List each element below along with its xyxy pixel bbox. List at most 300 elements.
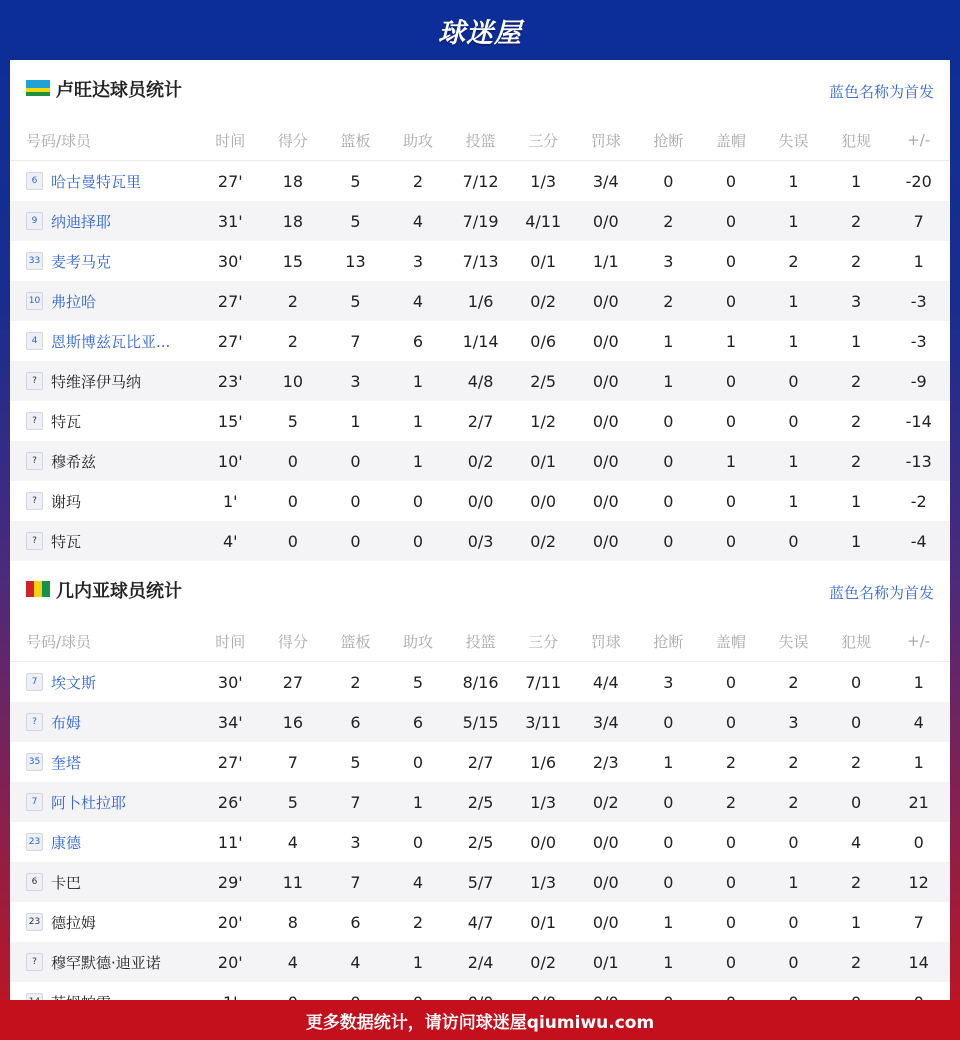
stat-cell: 0/0	[592, 331, 619, 351]
jersey-number-badge: ?	[26, 532, 43, 550]
stat-cell: 2	[350, 672, 361, 692]
stat-cell: 3	[350, 832, 361, 852]
player-cell	[10, 161, 199, 202]
jersey-number-badge: 23	[26, 833, 43, 851]
stat-cell: 0/0	[530, 832, 557, 852]
stat-cell: 2/7	[467, 411, 494, 431]
player-cell	[10, 361, 199, 401]
player-cell	[10, 201, 199, 241]
stat-cell: 2/3	[592, 752, 619, 772]
stat-cell: 4	[850, 832, 862, 852]
stat-cell: -3	[887, 281, 950, 321]
stat-cell: 0	[663, 411, 674, 431]
stat-cell: 0/6	[530, 331, 557, 351]
stat-cell: 0/0	[574, 281, 637, 321]
player-name[interactable]: 阿卜杜拉耶	[51, 793, 127, 812]
jersey-number-badge: ?	[26, 492, 43, 510]
stat-cell: 29'	[199, 862, 262, 902]
stat-cell: 16	[262, 702, 325, 742]
team-header	[10, 561, 950, 621]
stat-cell: 8	[287, 912, 298, 932]
stat-cell: 0	[350, 491, 361, 511]
stat-cell: 1	[350, 411, 361, 431]
stat-cell: 0/0	[574, 521, 637, 561]
stat-cell: 7	[287, 752, 298, 772]
player-name: 谢玛	[51, 492, 82, 511]
table-row[interactable]	[10, 481, 950, 521]
guinea-flag-icon	[26, 581, 50, 597]
table-row[interactable]	[10, 662, 950, 703]
player-cell	[10, 782, 199, 822]
player-cell	[10, 321, 199, 361]
stat-cell: 7/19	[449, 201, 512, 241]
stat-cell: 0	[913, 832, 924, 852]
stat-cell: 1	[788, 331, 799, 351]
column-header: 得分	[262, 120, 325, 161]
player-name[interactable]: 布姆	[51, 713, 82, 732]
stat-cell: 2	[412, 171, 424, 191]
stat-cell: 1/6	[530, 752, 557, 772]
player-name[interactable]: 弗拉哈	[51, 292, 97, 311]
player-name: 卡巴	[51, 873, 82, 892]
stat-cell: 2	[825, 942, 888, 982]
stat-cell: 2	[850, 752, 862, 772]
stat-cell: 0/1	[574, 942, 637, 982]
stat-cell: 2	[262, 281, 325, 321]
stat-cell: 3/4	[574, 702, 637, 742]
jersey-number-badge: 6	[26, 873, 43, 891]
table-row[interactable]	[10, 161, 950, 202]
stat-cell: 27'	[217, 331, 243, 351]
table-row[interactable]	[10, 521, 950, 561]
stat-cell: 4	[262, 942, 325, 982]
stat-cell: 0/2	[449, 441, 512, 481]
stat-cell: 0	[700, 201, 763, 241]
stat-cell: 27'	[217, 171, 243, 191]
stat-cell: 1/6	[449, 281, 512, 321]
stat-cell: 0/3	[449, 521, 512, 561]
table-row[interactable]	[10, 401, 950, 441]
stat-cell: 0	[637, 521, 700, 561]
player-cell	[10, 401, 199, 441]
stat-cell: 1	[825, 521, 888, 561]
stat-cell: 7	[887, 201, 950, 241]
column-header: +/-	[887, 621, 950, 662]
table-row[interactable]	[10, 241, 950, 281]
stat-cell: 5	[412, 672, 424, 692]
column-header: 罚球	[574, 120, 637, 161]
app-header	[0, 0, 960, 60]
column-header: 时间	[199, 120, 262, 161]
stat-cell: 1	[913, 752, 924, 772]
stat-cell: 4/8	[449, 361, 512, 401]
stat-cell: 1	[788, 491, 799, 511]
stat-cell: 1'	[223, 491, 238, 511]
table-row[interactable]	[10, 361, 950, 401]
stat-cell: 6	[387, 702, 450, 742]
stat-cell: 1	[850, 912, 862, 932]
player-name[interactable]: 纳迪择耶	[51, 212, 112, 231]
stat-cell: 0	[663, 491, 674, 511]
stat-cell: 0	[637, 782, 700, 822]
table-row[interactable]	[10, 742, 950, 782]
table-row[interactable]	[10, 702, 950, 742]
column-header: 抢断	[637, 120, 700, 161]
stat-cell: 4/4	[592, 672, 619, 692]
stat-cell: 1	[412, 411, 424, 431]
jersey-number-badge: 23	[26, 913, 43, 931]
stat-cell: 5	[324, 281, 387, 321]
stat-cell: 2	[788, 752, 799, 772]
stat-cell: 2/4	[449, 942, 512, 982]
stat-cell: 0/2	[574, 782, 637, 822]
stat-cell: 0	[762, 942, 825, 982]
player-cell	[10, 521, 199, 561]
stat-cell: 31'	[199, 201, 262, 241]
jersey-number-badge: ?	[26, 372, 43, 390]
stat-cell: 8/16	[462, 672, 499, 692]
stat-cell: 2	[788, 672, 799, 692]
stat-cell: 0	[725, 832, 736, 852]
stat-cell: 2	[850, 251, 862, 271]
stat-cell: 0/0	[467, 491, 494, 511]
stat-cell: 0	[700, 521, 763, 561]
player-name[interactable]: 埃文斯	[51, 673, 97, 692]
column-header: 罚球	[574, 621, 637, 662]
stat-cell: 1/3	[512, 782, 575, 822]
column-header: 得分	[262, 621, 325, 662]
stat-cell: 2	[825, 441, 888, 481]
stat-cell: 0	[262, 441, 325, 481]
stat-cell: 1	[762, 281, 825, 321]
stat-cell: 5/15	[449, 702, 512, 742]
table-header-row	[10, 621, 950, 662]
stat-cell: 0	[850, 672, 862, 692]
player-name: 德拉姆	[51, 913, 97, 932]
stat-cell: -14	[905, 411, 932, 431]
jersey-number-badge: ?	[26, 953, 43, 971]
table-row[interactable]	[10, 281, 950, 321]
stat-cell: 12	[887, 862, 950, 902]
stat-cell: 0/1	[530, 912, 557, 932]
stat-cell: 1	[762, 862, 825, 902]
stat-cell: 0/0	[574, 862, 637, 902]
stat-cell: 7/13	[462, 251, 499, 271]
stat-cell: 0	[725, 672, 736, 692]
stat-cell: 2	[825, 201, 888, 241]
stat-cell: 0	[262, 521, 325, 561]
stat-cell: 1	[850, 331, 862, 351]
stat-cell: 7/11	[525, 672, 562, 692]
stat-cell: 2	[825, 862, 888, 902]
column-header: 盖帽	[700, 621, 763, 662]
stat-cell: 7	[324, 782, 387, 822]
stat-cell: 2/5	[449, 782, 512, 822]
player-stats-table	[10, 120, 950, 561]
stat-cell: 1	[700, 441, 763, 481]
player-cell	[10, 281, 199, 321]
stat-cell: -9	[887, 361, 950, 401]
stat-cell: 0	[637, 862, 700, 902]
stat-cell: 20'	[217, 912, 243, 932]
player-name[interactable]: 哈古曼特瓦里	[51, 172, 142, 191]
player-cell	[10, 241, 199, 281]
player-cell	[10, 662, 199, 703]
stat-cell: 27	[282, 672, 304, 692]
column-header: 篮板	[324, 621, 387, 662]
jersey-number-badge: ?	[26, 452, 43, 470]
column-header: 抢断	[637, 621, 700, 662]
player-stats-table	[10, 621, 950, 1022]
stat-cell: 18	[282, 171, 304, 191]
table-row[interactable]	[10, 321, 950, 361]
stat-cell: 13	[345, 251, 366, 271]
stat-cell: 3	[762, 702, 825, 742]
stat-cell: 2	[825, 361, 888, 401]
stat-cell: 2	[725, 752, 736, 772]
stat-cell: 3	[825, 281, 888, 321]
stat-cell: 10'	[199, 441, 262, 481]
jersey-number-badge: 9	[26, 212, 43, 230]
stat-cell: 18	[262, 201, 325, 241]
column-header: 失误	[762, 120, 825, 161]
stat-cell: 0	[825, 702, 888, 742]
player-name: 穆希兹	[51, 452, 97, 471]
column-header: +/-	[887, 120, 950, 161]
player-name: 特瓦	[51, 412, 82, 431]
stat-cell: 0/2	[512, 521, 575, 561]
stat-cell: 3/11	[512, 702, 575, 742]
player-name[interactable]: 恩斯博兹瓦比亚...	[51, 332, 171, 351]
stat-cell: 1	[725, 331, 736, 351]
jersey-number-badge: ?	[26, 713, 43, 731]
stat-cell: 15	[282, 251, 304, 271]
player-cell	[10, 441, 199, 481]
stat-cell: 0	[788, 411, 799, 431]
column-header: 三分	[512, 120, 575, 161]
column-header: 篮板	[324, 120, 387, 161]
jersey-number-badge: 6	[26, 172, 43, 190]
stat-cell: 4	[887, 702, 950, 742]
jersey-number-badge: 35	[26, 753, 43, 771]
table-row[interactable]	[10, 201, 950, 241]
stat-cell: 5	[350, 752, 361, 772]
starter-legend-note: 蓝色名称为首发	[828, 83, 934, 101]
stat-cell: 0	[762, 521, 825, 561]
stat-cell: 1	[387, 782, 450, 822]
stat-cell: 0/0	[592, 832, 619, 852]
stat-cell: 1/14	[462, 331, 499, 351]
column-header: 投篮	[449, 621, 512, 662]
stat-cell: 1	[387, 942, 450, 982]
jersey-number-badge: 10	[26, 292, 43, 310]
stat-cell: 3	[324, 361, 387, 401]
stat-cell: 5	[262, 782, 325, 822]
stat-cell: 0/0	[530, 491, 557, 511]
table-row[interactable]	[10, 862, 950, 902]
stat-cell: 0	[725, 491, 736, 511]
stat-cell: 26'	[199, 782, 262, 822]
stat-cell: 2	[762, 782, 825, 822]
stat-cell: 0	[725, 411, 736, 431]
stat-cell: 6	[412, 331, 424, 351]
stat-cell: 27'	[217, 752, 243, 772]
stat-cell: 1	[913, 672, 924, 692]
player-cell	[10, 481, 199, 521]
table-row[interactable]	[10, 441, 950, 481]
stat-cell: 2/5	[512, 361, 575, 401]
stat-cell: 0	[725, 912, 736, 932]
jersey-number-badge: 7	[26, 673, 43, 691]
stat-cell: 2	[412, 912, 424, 932]
stat-cell: 1	[663, 331, 674, 351]
stat-cell: 0	[700, 942, 763, 982]
team-title: 几内亚球员统计	[56, 581, 182, 602]
stat-cell: 0/0	[574, 201, 637, 241]
stat-cell: 4	[324, 942, 387, 982]
column-header: 犯规	[825, 621, 888, 662]
stat-cell: 30'	[217, 672, 243, 692]
stat-cell: 0/2	[512, 281, 575, 321]
stat-cell: 2	[700, 782, 763, 822]
team-section	[10, 60, 950, 561]
stat-cell: 0/0	[592, 491, 619, 511]
stat-cell: -2	[910, 491, 927, 511]
stat-cell: 21	[887, 782, 950, 822]
stat-cell: 1/2	[530, 411, 557, 431]
stat-cell: 7	[350, 331, 361, 351]
stat-cell: 2	[788, 251, 799, 271]
stat-cell: 14	[887, 942, 950, 982]
player-cell	[10, 902, 199, 942]
jersey-number-badge: 4	[26, 332, 43, 350]
stat-cell: 0	[762, 361, 825, 401]
stat-cell: 2/5	[467, 832, 494, 852]
stat-cell: 5/7	[449, 862, 512, 902]
table-row[interactable]	[10, 782, 950, 822]
player-name[interactable]: 康德	[51, 833, 82, 852]
stat-cell: 0	[287, 491, 298, 511]
stat-cell: 0/1	[530, 251, 557, 271]
stat-cell: 0/0	[574, 441, 637, 481]
stat-cell: 1	[788, 171, 799, 191]
stat-cell: 15'	[217, 411, 243, 431]
stat-cell: 0/0	[592, 912, 619, 932]
stat-cell: 20'	[199, 942, 262, 982]
stat-cell: 5	[287, 411, 298, 431]
column-header: 时间	[199, 621, 262, 662]
stat-cell: 34'	[199, 702, 262, 742]
stat-cell: 2/7	[467, 752, 494, 772]
jersey-number-badge: 33	[26, 252, 43, 270]
stat-cell: 0	[725, 251, 736, 271]
stat-cell: 1/3	[530, 171, 557, 191]
stat-cell: 0	[324, 521, 387, 561]
stat-cell: 1	[387, 441, 450, 481]
starter-legend-note: 蓝色名称为首发	[828, 584, 934, 602]
stat-cell: 2	[637, 281, 700, 321]
stat-cell: 2	[637, 201, 700, 241]
stat-cell: 23'	[199, 361, 262, 401]
player-name[interactable]: 麦考马克	[51, 252, 112, 271]
stat-cell: 1	[762, 201, 825, 241]
stat-cell: 6	[324, 702, 387, 742]
stat-cell: -4	[887, 521, 950, 561]
stat-cell: 3/4	[592, 171, 619, 191]
stat-cell: 1	[850, 491, 862, 511]
stat-cell: 1	[663, 912, 674, 932]
stat-cell: 5	[350, 171, 361, 191]
stat-cell: 0	[700, 281, 763, 321]
team-title: 卢旺达球员统计	[56, 80, 182, 101]
stat-cell: 0	[387, 521, 450, 561]
footer-banner[interactable]: 更多数据统计，请访问球迷屋qiumiwu.com	[0, 1000, 960, 1040]
stat-cell: 0/0	[592, 411, 619, 431]
stat-cell: 0	[788, 912, 799, 932]
player-name: 穆罕默德·迪亚诺	[51, 953, 161, 972]
stat-cell: 7	[913, 912, 924, 932]
column-header: 助攻	[387, 621, 450, 662]
stat-cell: 0	[788, 832, 799, 852]
stat-cell: 0	[700, 702, 763, 742]
stat-cell: 7/12	[462, 171, 499, 191]
stat-cell: 4	[387, 201, 450, 241]
rwanda-flag-icon	[26, 80, 50, 96]
stat-cell: 1	[663, 752, 674, 772]
table-row[interactable]	[10, 902, 950, 942]
player-name[interactable]: 奎塔	[51, 753, 82, 772]
team-header	[10, 60, 950, 120]
site-logo[interactable]: 球迷屋	[438, 17, 522, 49]
stat-cell: -3	[910, 331, 927, 351]
column-header: 投篮	[449, 120, 512, 161]
column-header: 三分	[512, 621, 575, 662]
stat-cell: 3	[412, 251, 424, 271]
stat-cell: 10	[262, 361, 325, 401]
stat-cell: 0	[412, 832, 424, 852]
stat-cell: 0	[412, 752, 424, 772]
stat-cell: 0	[825, 782, 888, 822]
stat-cell: 4	[287, 832, 298, 852]
table-header-row	[10, 120, 950, 161]
stat-cell: 6	[350, 912, 361, 932]
stat-cell: 5	[324, 201, 387, 241]
stat-cell: 11	[262, 862, 325, 902]
stat-cell: 0/0	[574, 361, 637, 401]
jersey-number-badge: 7	[26, 793, 43, 811]
stats-panel	[10, 60, 950, 1000]
player-cell	[10, 942, 199, 982]
table-row[interactable]	[10, 822, 950, 862]
stat-cell: 2	[850, 411, 862, 431]
stat-cell: 2	[287, 331, 298, 351]
stat-cell: 4'	[199, 521, 262, 561]
player-name: 特瓦	[51, 532, 82, 551]
stat-cell: 4/7	[467, 912, 494, 932]
stat-cell: 11'	[217, 832, 243, 852]
stat-cell: 0	[637, 441, 700, 481]
stat-cell: 4	[387, 862, 450, 902]
stat-cell: 0/1	[512, 441, 575, 481]
player-name: 特维泽伊马纳	[51, 372, 142, 391]
stat-cell: 4	[387, 281, 450, 321]
stat-cell: 1/1	[592, 251, 619, 271]
stat-cell: 27'	[199, 281, 262, 321]
stat-cell: 0	[412, 491, 424, 511]
table-row[interactable]	[10, 942, 950, 982]
stat-cell: 3	[663, 672, 674, 692]
stat-cell: 0	[725, 171, 736, 191]
